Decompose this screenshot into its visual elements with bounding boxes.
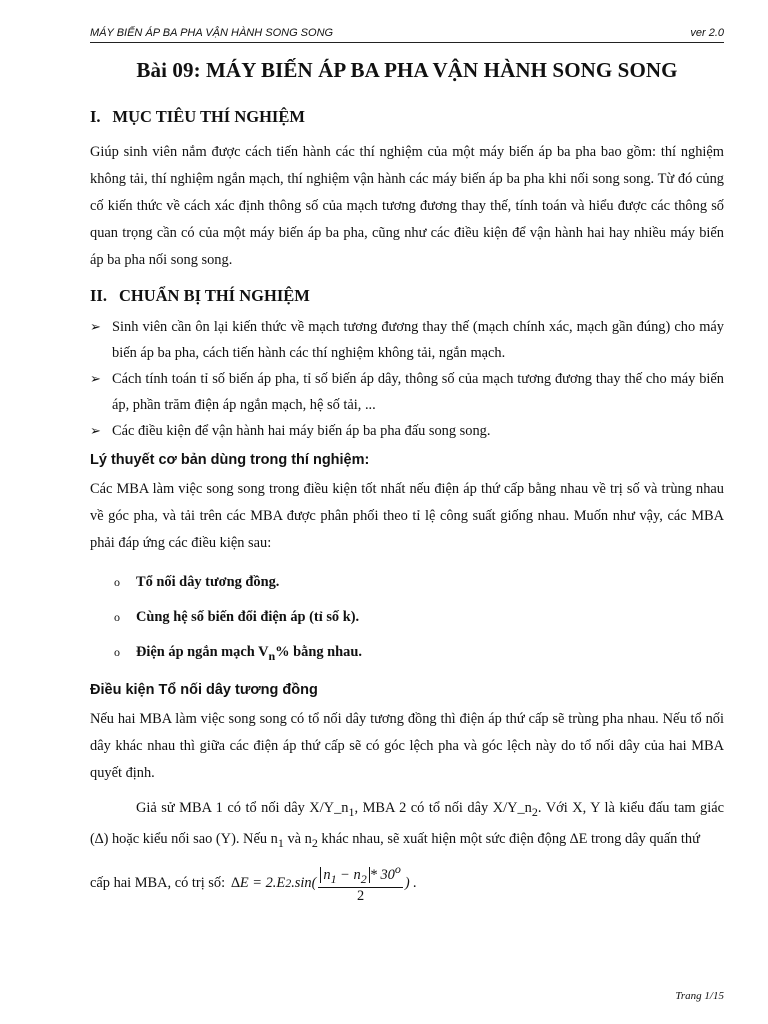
section-1-heading [90,107,724,127]
formula-intro: cấp hai MBA, có trị số: [90,875,226,892]
list-item: ➢ Cách tính toán tỉ số biến áp pha, tỉ số biến áp dây, thông số của mạch tương đương thay thế cho máy biến áp, phần trăm điện áp ngắn mạch, hệ số tải, ... [90,366,724,418]
list-item: o Điện áp ngắn mạch $V_n\%$ bằng nhau. [90,635,724,674]
connection-heading: Điều kiện Tổ nối dây tương đồng [90,681,318,698]
list-item: ➢ Sinh viên cần ôn lại kiến thức về mạch tương đương thay thế (mạch chính xác, mạch gần đúng) cho máy biến áp ba pha, cách tiến hành các thí nghiệm không tải, ngắn mạch. [90,314,724,366]
conditions-list [90,565,724,674]
preparation-list [90,314,724,444]
connection-paragraph: Nếu hai MBA làm việc song song có tổ nối dây tương đồng thì điện áp thứ cấp sẽ trùng pha nhau. Nếu tổ nối dây khác nhau thì giữa các điện áp thứ cấp sẽ có góc lệch pha và góc lệch này do tổ nối dây của hai MBA quyết định. [90,710,724,781]
section-1-paragraph: Giúp sinh viên nắm được cách tiến hành các thí nghiệm của một máy biến áp ba pha bao gồm: thí nghiệm không tải, thí nghiệm ngắn mạch, thí nghiệm vận hành các máy biến áp ba pha khi nối song song. Từ đó củng cố kiến thức về cách xác định thông số của mạch tương đương thay thế, tính toán và hiểu được các thông số quan trọng cần có của một máy biến áp ba pha, cũng như các điều kiện để vận hành hai hay nhiều máy biến áp ba pha nối song song. [90,144,724,268]
section-2-title: CHUẨN BỊ THÍ NGHIỆM [118,286,310,305]
header-divider [90,42,724,43]
page-number: Trang 1/15 [675,990,724,1002]
section-2-heading [90,286,724,306]
section-2-number: II. [90,286,107,305]
header-title: MÁY BIẾN ÁP BA PHA VẬN HÀNH SONG SONG [90,27,334,39]
delta-e-formula: ∆E = 2.E 2 .sin( $\frac{n_1 - n_2 * 30^o}{2}$ ) . [231,862,417,904]
section-1-title: MỤC TIÊU THÍ NGHIỆM [112,107,305,126]
section-1-number: I. [90,107,101,126]
circle-bullet-icon: o [114,645,120,659]
theory-heading: Lý thuyết cơ bản dùng trong thí nghiệm: [90,452,370,468]
list-item: o Tổ nối dây tương đồng. [90,565,724,600]
arrow-bullet-icon: ➢ [90,423,101,438]
document-body [90,58,724,909]
page-header [90,27,724,39]
formula-line [90,859,724,909]
header-version: ver 2.0 [690,27,724,39]
page-title: Bài 09: MÁY BIẾN ÁP BA PHA VẬN HÀNH SONG SONG [136,58,678,82]
circle-bullet-icon: o [114,610,120,624]
list-item: o Cùng hệ số biến đổi điện áp (tỉ số k). [90,600,724,635]
formula-fraction: $\frac{n_1 - n_2 * 30^o}{2}$ [318,862,403,905]
arrow-bullet-icon: ➢ [90,371,101,386]
list-item: ➢ Các điều kiện để vận hành hai máy biến áp ba pha đấu song song. [90,418,724,444]
theory-paragraph: Các MBA làm việc song song trong điều kiện tốt nhất nếu điện áp thứ cấp bằng nhau về trị số và trùng nhau về góc pha, và tải trên các MBA được phân phối theo tỉ lệ công suất giống nhau. Muốn như vậy, các MBA phải đáp ứng các điều kiện sau: [90,481,724,551]
connection-paragraph-2: Giả sử MBA 1 có tổ nối dây $X/Y\_n_1$, MBA 2 có tổ nối dây $X/Y\_n_2$. Với X, Y là kiểu đấu tam giác (∆) hoặc kiểu nối sao (Y). Nếu $n_1$ và $n_2$ khác nhau, sẽ xuất hiện một sức điện động ∆E trong dây quấn thứ [90,799,725,850]
arrow-bullet-icon: ➢ [90,319,101,334]
circle-bullet-icon: o [114,575,120,589]
